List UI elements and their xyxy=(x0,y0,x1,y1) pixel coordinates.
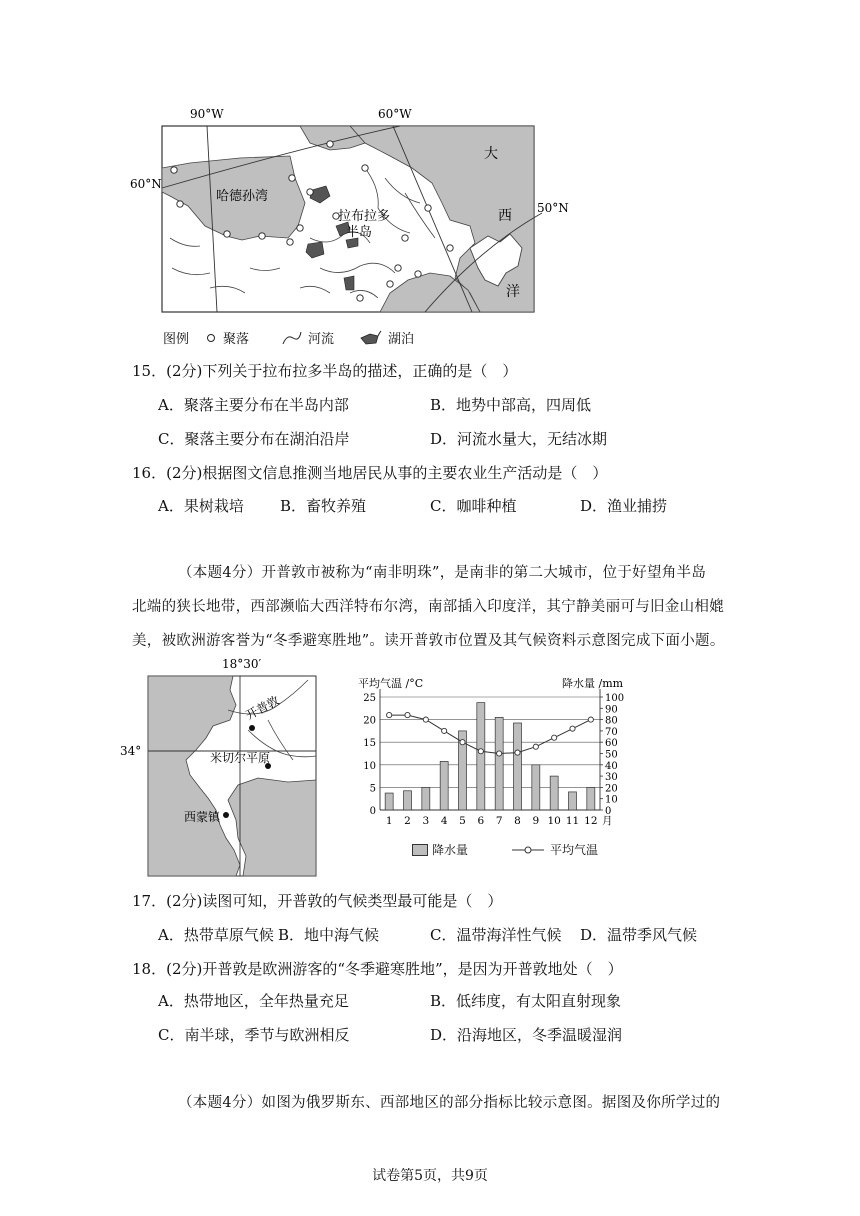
precip-bar xyxy=(404,791,412,810)
labrador-map xyxy=(130,107,570,353)
river-icon xyxy=(281,330,303,346)
q15-option-b[interactable]: B．地势中部高，四周低 xyxy=(430,396,592,414)
y-left-tick: 20 xyxy=(363,715,376,727)
x-tick-label: 5 xyxy=(459,815,466,827)
y-right-tick: 80 xyxy=(605,715,618,727)
q16-stem: 16．(2分)根据图文信息推测当地居民从事的主要农业生产活动是（ ） xyxy=(132,464,608,482)
q15-stem: 15．(2分)下列关于拉布拉多半岛的描述，正确的是（ ） xyxy=(132,362,518,380)
temperature-point xyxy=(570,726,575,731)
ocean-label-3: 洋 xyxy=(506,284,520,300)
y-right-tick: 10 xyxy=(605,794,618,806)
q17-stem: 17．(2分)读图可知，开普敦的气候类型最可能是（ ） xyxy=(132,892,503,910)
q17-option-a[interactable]: A．热带草原气候 xyxy=(158,926,274,944)
precip-bar xyxy=(495,717,503,810)
temperature-point xyxy=(442,728,447,733)
temperature-point xyxy=(497,751,502,756)
legend-lake: 湖泊 xyxy=(388,332,415,347)
q16-option-d[interactable]: D．渔业捕捞 xyxy=(580,497,668,515)
hudson-bay-label: 哈德孙湾 xyxy=(216,189,269,204)
y-right-tick: 70 xyxy=(605,726,618,738)
temperature-point xyxy=(552,735,557,740)
lake-icon xyxy=(358,330,382,346)
lat-50n-label: 50°N xyxy=(537,201,569,215)
plain-label: 米切尔平原 xyxy=(210,751,271,765)
q16-option-c[interactable]: C．咖啡种植 xyxy=(430,497,517,515)
q17-option-b[interactable]: B．地中海气候 xyxy=(278,926,380,944)
temperature-point xyxy=(405,712,410,717)
q18-stem: 18．(2分)开普敦是欧洲游客的“冬季避寒胜地”，是因为开普敦地处（ ） xyxy=(132,960,623,978)
temperature-point xyxy=(478,749,483,754)
legend-settlement: 聚落 xyxy=(223,332,250,347)
y-right-tick: 30 xyxy=(605,772,618,784)
q18-option-c[interactable]: C．南半球，季节与欧洲相反 xyxy=(158,1026,350,1044)
q18-option-a[interactable]: A．热带地区，全年热量充足 xyxy=(158,992,349,1010)
q17-option-d[interactable]: D．温带季风气候 xyxy=(580,926,698,944)
temperature-point xyxy=(460,740,465,745)
peninsula-label-2: 半岛 xyxy=(346,225,373,240)
ocean-label-1: 大 xyxy=(484,146,498,162)
y-left-title: 平均气温 /°C xyxy=(358,677,424,690)
x-tick-label: 8 xyxy=(514,815,521,827)
precip-bar xyxy=(532,765,540,810)
lat-60n-label: 60°N xyxy=(130,177,162,191)
y-right-tick: 20 xyxy=(605,783,618,795)
intro2-line1: （本题4分）如图为俄罗斯东、西部地区的部分指标比较示意图。据图及你所学过的 xyxy=(178,1095,721,1111)
y-left-tick: 5 xyxy=(369,783,376,795)
legend-river: 河流 xyxy=(308,332,335,347)
legend-bar-swatch xyxy=(412,844,428,856)
temperature-line xyxy=(389,715,591,753)
precip-bar xyxy=(587,787,595,810)
y-left-tick: 25 xyxy=(363,693,376,704)
lon-60w-label: 60°W xyxy=(378,107,412,121)
precip-bar xyxy=(477,703,485,810)
x-tick-label: 4 xyxy=(440,815,448,827)
x-axis-title: 月 xyxy=(602,815,613,827)
intro1-line2: 北端的狭长地带，西部濒临大西洋特布尔湾，南部插入印度洋，其宁静美丽可与旧金山相媲 xyxy=(132,599,724,615)
temperature-point xyxy=(515,750,520,755)
chart-legend xyxy=(400,841,640,859)
lon-label: 18°30′ xyxy=(222,657,262,671)
x-tick-label: 12 xyxy=(584,815,598,827)
x-tick-label: 1 xyxy=(385,815,393,827)
legend-line-swatch xyxy=(512,844,544,856)
precip-bar xyxy=(569,792,577,810)
temperature-point xyxy=(387,712,392,717)
precip-bar xyxy=(422,787,430,810)
map-legend xyxy=(163,328,463,348)
x-tick-label: 2 xyxy=(404,815,411,827)
q15-option-a[interactable]: A．聚落主要分布在半岛内部 xyxy=(158,396,349,414)
precip-bar xyxy=(514,723,522,810)
x-tick-label: 10 xyxy=(547,815,561,827)
page-footer: 试卷第5页，共9页 xyxy=(372,1168,488,1184)
temperature-point xyxy=(533,744,538,749)
intro1-line3: 美，被欧洲游客誉为“冬季避寒胜地”。读开普敦市位置及其气候资料示意图完成下面小题。 xyxy=(132,633,725,649)
q16-option-a[interactable]: A．果树栽培 xyxy=(158,497,244,515)
y-right-tick: 40 xyxy=(605,760,618,772)
temperature-point xyxy=(423,717,428,722)
q18-option-d[interactable]: D．沿海地区，冬季温暖湿润 xyxy=(430,1026,623,1044)
q17-option-c[interactable]: C．温带海洋性气候 xyxy=(430,926,562,944)
temperature-point xyxy=(588,717,593,722)
peninsula-label-1: 拉布拉多 xyxy=(338,209,391,224)
precip-bar xyxy=(440,761,448,810)
lon-90w-label: 90°W xyxy=(190,107,224,121)
y-right-tick: 60 xyxy=(605,738,618,750)
intro1-line1: （本题4分）开普敦市被称为“南非明珠”，是南非的第二大城市，位于好望角半岛 xyxy=(178,565,707,581)
x-tick-label: 9 xyxy=(532,815,540,827)
q15-option-c[interactable]: C．聚落主要分布在湖泊沿岸 xyxy=(158,430,350,448)
town-label: 西蒙镇 xyxy=(184,810,221,824)
y-right-tick: 90 xyxy=(605,704,618,716)
ocean-label-2: 西 xyxy=(498,208,512,224)
y-right-title: 降水量 /mm xyxy=(562,677,624,690)
legend-bar-label: 降水量 xyxy=(432,843,469,857)
y-right-tick: 50 xyxy=(605,749,618,761)
precip-bar xyxy=(550,776,558,810)
q15-option-d[interactable]: D．河流水量大，无结冰期 xyxy=(430,430,608,448)
y-left-tick: 0 xyxy=(369,806,376,817)
capetown-map xyxy=(118,657,323,885)
q18-option-b[interactable]: B．低纬度，有太阳直射现象 xyxy=(430,992,622,1010)
y-left-tick: 10 xyxy=(363,760,376,772)
x-tick-label: 3 xyxy=(422,815,430,827)
legend-line-label: 平均气温 xyxy=(550,843,599,857)
y-right-tick: 0 xyxy=(605,806,612,817)
capetown-label: 开普敦 xyxy=(243,693,282,723)
legend-title: 图例 xyxy=(163,332,190,347)
q16-option-b[interactable]: B．畜牧养殖 xyxy=(280,497,367,515)
y-right-tick: 100 xyxy=(605,693,625,704)
x-tick-label: 7 xyxy=(495,815,503,827)
settlement-icon xyxy=(205,332,217,344)
lat-label: 34° xyxy=(120,744,142,758)
x-tick-label: 6 xyxy=(477,815,485,827)
climate-chart xyxy=(350,675,630,860)
y-left-tick: 15 xyxy=(363,738,376,750)
precip-bar xyxy=(385,793,393,810)
x-tick-label: 11 xyxy=(565,815,580,827)
